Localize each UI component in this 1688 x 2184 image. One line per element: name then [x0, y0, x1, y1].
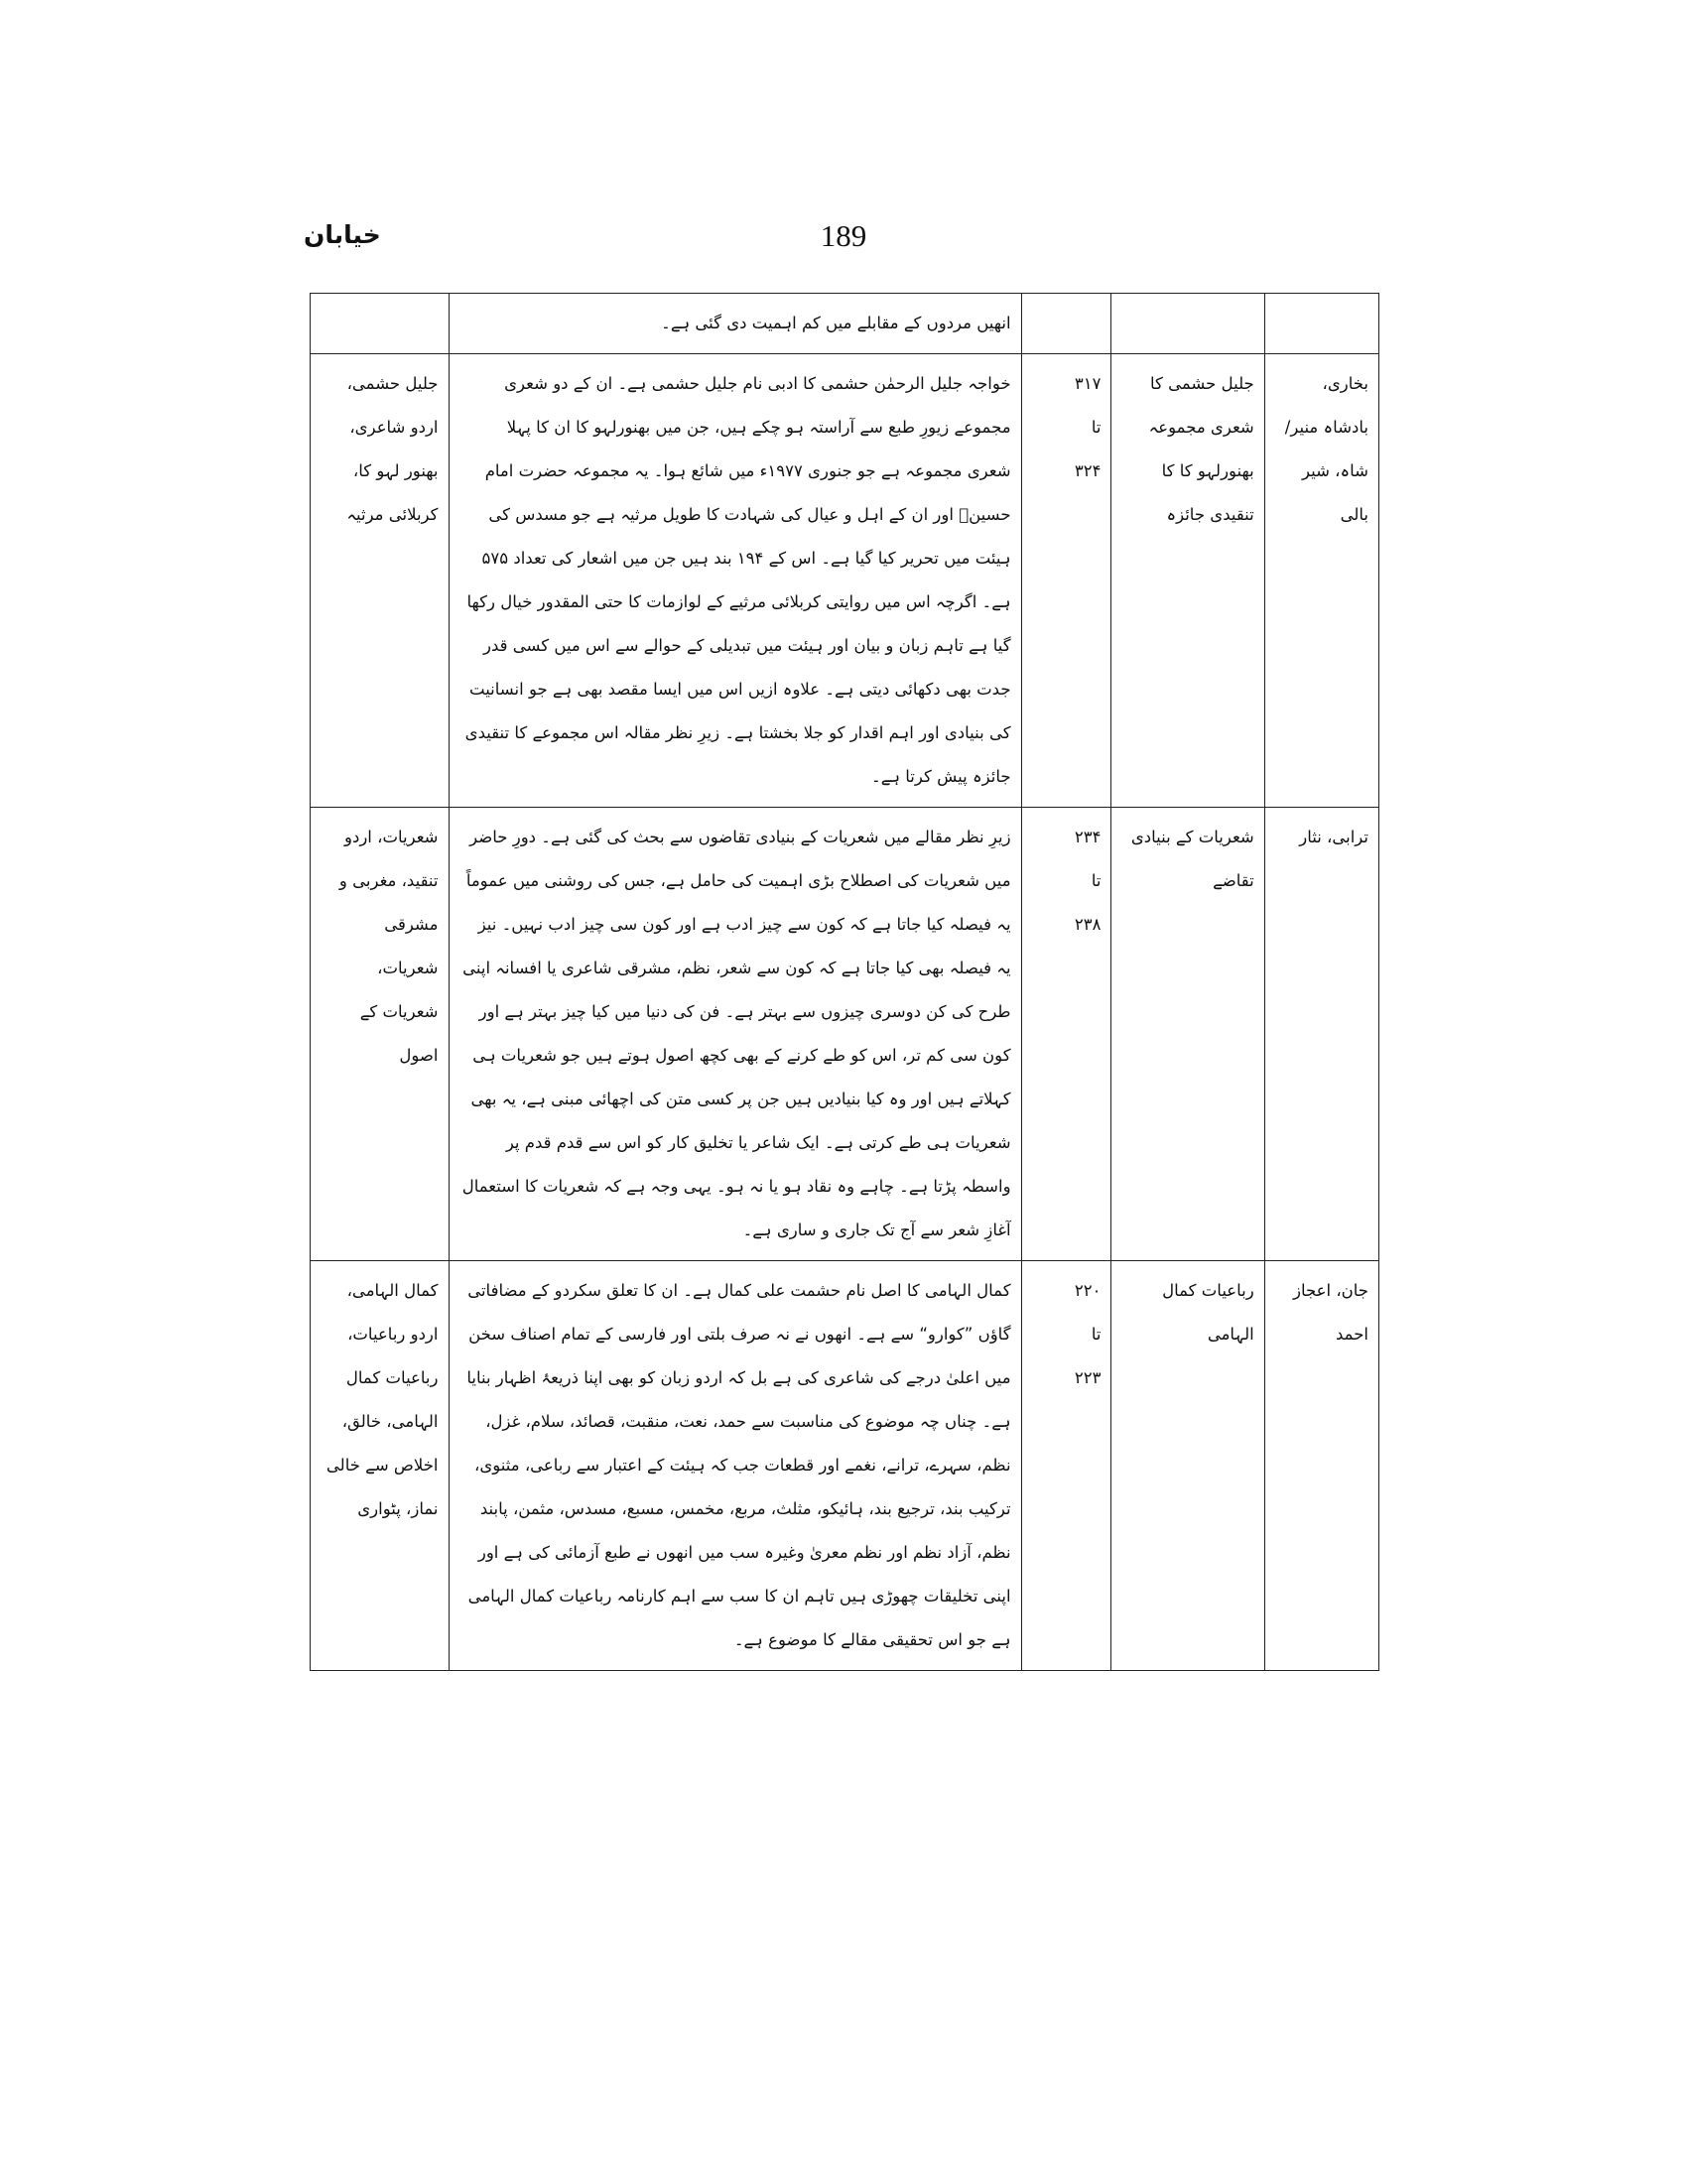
page-end: ۲۳۸ — [1074, 915, 1102, 934]
table-row — [311, 808, 1379, 1261]
title-cell: جلیل حشمی کا شعری مجموعہ بھنورلہو کا کا تنقیدی جائزہ — [1111, 354, 1264, 808]
abstract-cell — [449, 1261, 1021, 1671]
abstract-text: کمال الہامی کا اصل نام حشمت علی کمال ہے۔ ان کا تعلق سکردو کے مضافاتی گاؤں ”کوارو“ سے ہے۔ انھوں نے نہ صرف بلتی اور فارسی کے تمام اصناف سخن میں اعلیٰ درجے کی شاعری کی ہے بل کہ اردو زبان کو بھی اپنا ذریعۂ اظہار بنایا ہے۔ چناں چہ موضوع کی مناسبت سے حمد، نعت، منقبت، قصائد، سلام، غزل، نظم، سہرے، ترانے، نغمے اور قطعات جب کہ ہیئت کے اعتبار سے رباعی، مثنوی، ترکیب بند، ترجیع بند، ہائیکو، مثلث، مربع، مخمس، مسبع، مسدس، مثمن، پابند نظم، آزاد نظم اور نظم معریٰ وغیرہ سب میں انھوں نے طبع آزمائی کی ہے اور اپنی تخلیقات چھوڑی ہیں تاہم ان کا سب سے اہم کارنامہ رباعیات کمال الہامی ہے جو اس تحقیقی مقالے کا موضوع ہے۔ — [466, 1281, 1011, 1649]
page-number: 189 — [820, 218, 867, 253]
page-start: ۳۱۷ — [1074, 374, 1102, 393]
author-cell: ترابی، نثار — [1264, 808, 1378, 1261]
page-end: ۳۲۴ — [1074, 461, 1102, 480]
abstract-text: زیرِ نظر مقالے میں شعریات کے بنیادی تقاضوں سے بحث کی گئی ہے۔ دورِ حاضر میں شعریات کی اصطلاح بڑی اہمیت کی حامل ہے، جس کی روشنی میں عموماً یہ فیصلہ کیا جاتا ہے کہ کون سے چیز ادب ہے اور کون سی چیز ادب نہیں۔ نیز یہ فیصلہ بھی کیا جاتا ہے کہ کون سے شعر، نظم، مشرقی شاعری یا افسانہ اپنی طرح کی کن دوسری چیزوں سے بہتر ہے۔ فن کی دنیا میں کیا چیز بہتر ہے اور کون سی کم تر، اس کو طے کرنے کے بھی کچھ اصول ہوتے ہیں جو شعریات ہی کہلاتے ہیں اور وہ کیا بنیادیں ہیں جن پر کسی متن کی اچھائی مبنی ہے، یہ بھی شعریات ہی طے کرتی ہے۔ ایک شاعر یا تخلیق کار کو اس سے قدم قدم پر واسطہ پڑتا ہے۔ چاہے وہ نقاد ہو یا نہ ہو۔ یہی وجہ ہے کہ شعریات کا استعمال آغازِ شعر سے آج تک جاری و ساری ہے۔ — [461, 828, 1011, 1239]
page-range-separator: تا — [1091, 871, 1102, 890]
author-cell — [1264, 294, 1378, 354]
author-cell: بخاری، بادشاہ منیر/شاہ، شیر بالی — [1264, 354, 1378, 808]
pages-cell — [1021, 1261, 1111, 1671]
table-row — [311, 294, 1379, 354]
article-index-table — [310, 293, 1379, 1671]
pages-cell — [1021, 354, 1111, 808]
abstract-text: انھیں مردوں کے مقابلے میں کم اہمیت دی گئی ہے۔ — [661, 314, 1011, 332]
page-range-separator: تا — [1091, 418, 1102, 437]
page-end: ۲۲۳ — [1074, 1368, 1102, 1387]
journal-name: خیابان — [304, 220, 381, 249]
keywords-cell: جلیل حشمی، اردو شاعری، بھنور لہو کا، کربلائی مرثیہ — [311, 354, 450, 808]
keywords-cell — [311, 294, 450, 354]
author-cell: جان، اعجاز احمد — [1264, 1261, 1378, 1671]
page-range-separator: تا — [1091, 1325, 1102, 1344]
abstract-cell — [449, 354, 1021, 808]
table-row — [311, 354, 1379, 808]
keywords-cell: کمال الہامی، اردو رباعیات، رباعیات کمال الہامی، خالق، اخلاص سے خالی نماز، پٹواری — [311, 1261, 450, 1671]
abstract-cell — [449, 294, 1021, 354]
abstract-cell — [449, 808, 1021, 1261]
title-cell — [1111, 294, 1264, 354]
title-cell: شعریات کے بنیادی تقاضے — [1111, 808, 1264, 1261]
page-start: ۲۳۴ — [1074, 828, 1102, 846]
keywords-cell: شعریات، اردو تنقید، مغربی و مشرقی شعریات، شعریات کے اصول — [311, 808, 450, 1261]
title-cell: رباعیات کمال الہامی — [1111, 1261, 1264, 1671]
pages-cell — [1021, 294, 1111, 354]
pages-cell — [1021, 808, 1111, 1261]
abstract-text: خواجہ جلیل الرحمٰن حشمی کا ادبی نام جلیل حشمی ہے۔ ان کے دو شعری مجموعے زیورِ طبع سے آراستہ ہو چکے ہیں، جن میں بھنورلہو کا ان کا پہلا شعری مجموعہ ہے جو جنوری ۱۹۷۷ء میں شائع ہوا۔ یہ مجموعہ حضرت امام حسینؓ اور ان کے اہل و عیال کی شہادت کا طویل مرثیہ ہے جو مسدس کی ہیئت میں تحریر کیا گیا ہے۔ اس کے ۱۹۴ بند ہیں جن میں اشعار کی تعداد ۵۷۵ ہے۔ اگرچہ اس میں روایتی کربلائی مرثیے کے لوازمات کا حتی المقدور خیال رکھا گیا ہے تاہم زبان و بیان اور ہیئت میں تبدیلی کے حوالے سے اس میں کسی قدر جدت بھی دکھائی دیتی ہے۔ علاوہ ازیں اس میں ایسا مقصد بھی ہے جو انسانیت کی بنیادی اور اہم اقدار کو جلا بخشتا ہے۔ زیرِ نظر مقالہ اس مجموعے کا تنقیدی جائزہ پیش کرتا ہے۔ — [464, 374, 1011, 786]
page-start: ۲۲۰ — [1074, 1281, 1102, 1300]
table-row — [311, 1261, 1379, 1671]
